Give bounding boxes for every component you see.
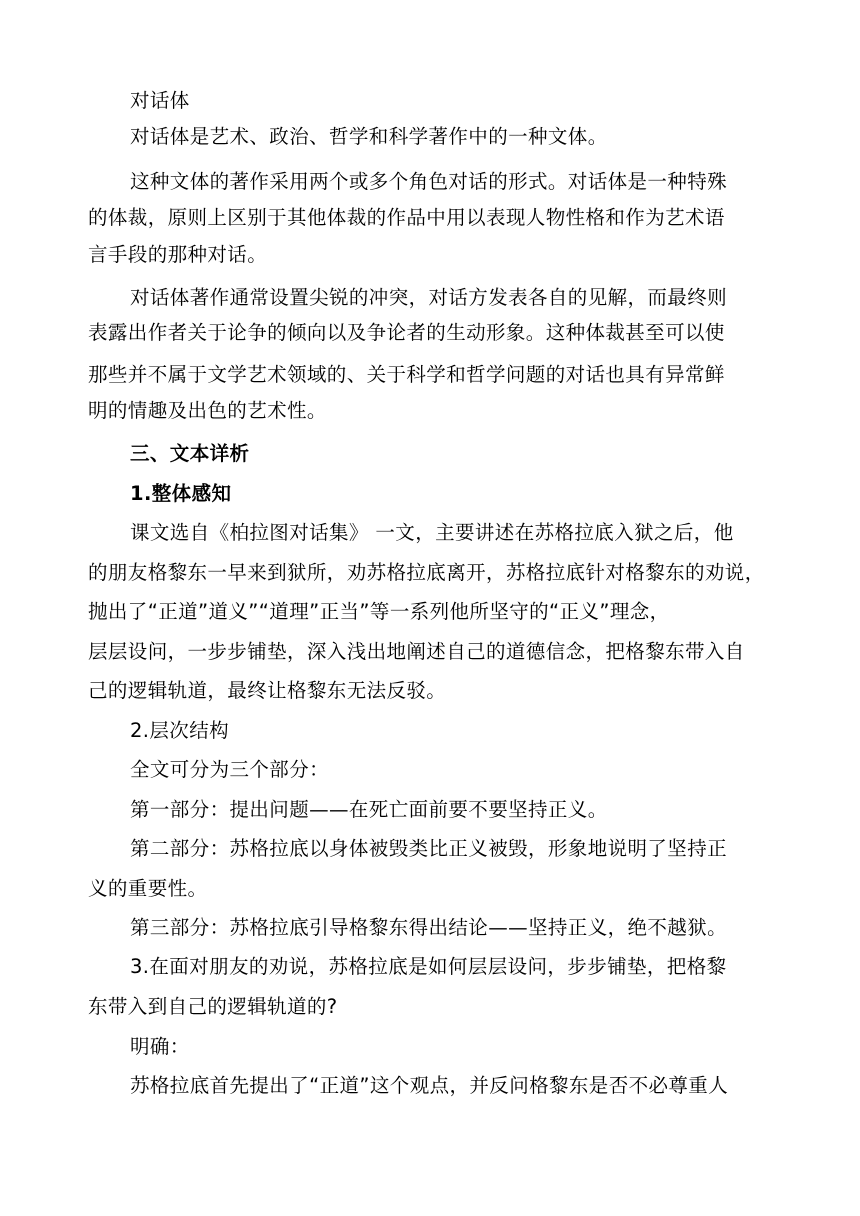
answer-label: 明确：: [130, 1035, 190, 1058]
paragraph-line: 己的逻辑轨道，最终让格黎东无法反驳。: [88, 679, 447, 702]
subheading-structure: 2.层次结构: [130, 719, 230, 742]
paragraph-line: 全文可分为三个部分：: [130, 758, 330, 781]
question-line: 东带入到自己的逻辑轨道的?: [88, 995, 338, 1018]
paragraph-line: 表露出作者关于论争的倾向以及争论者的生动形象。这种体裁甚至可以使: [88, 321, 725, 344]
paragraph-line: 抛出了“正道”道义”“道理”正当”等一系列他所坚守的“正义”理念，: [88, 600, 670, 623]
paragraph-line: 第二部分：苏格拉底以身体被毁类比正义被毁，形象地说明了坚持正: [130, 837, 728, 860]
paragraph-line: 苏格拉底首先提出了“正道”这个观点，并反问格黎东是否不必尊重人: [130, 1074, 729, 1097]
paragraph-line: 义的重要性。: [88, 877, 208, 900]
paragraph-line: 对话体著作通常设置尖锐的冲突，对话方发表各自的见解，而最终则: [130, 286, 728, 309]
section-heading-text-analysis: 三、文本详析: [130, 442, 250, 465]
section-heading-dialogue-form: 对话体: [130, 89, 190, 112]
paragraph-line: 层层设问，一步步铺垫，深入浅出地阐述自己的道德信念，把格黎东带入自: [88, 640, 745, 663]
paragraph-line: 对话体是艺术、政治、哲学和科学著作中的一种文体。: [130, 125, 608, 148]
question-line: 3.在面对朋友的劝说，苏格拉底是如何层层设问，步步铺垫，把格黎: [130, 955, 727, 978]
paragraph-line: 课文选自《柏拉图对话集》 一文，主要讲述在苏格拉底入狱之后，他: [130, 521, 734, 544]
paragraph-line: 明的情趣及出色的艺术性。: [88, 399, 327, 422]
subheading-overall-perception: 1.整体感知: [130, 482, 232, 505]
paragraph-line: 的朋友格黎东一早来到狱所，劝苏格拉底离开，苏格拉底针对格黎东的劝说，: [88, 561, 765, 584]
paragraph-line: 这种文体的著作采用两个或多个角色对话的形式。对话体是一种特殊: [130, 170, 728, 193]
paragraph-line: 那些并不属于文学艺术领域的、关于科学和哲学问题的对话也具有异常鲜: [88, 363, 725, 386]
paragraph-line: 的体裁，原则上区别于其他体裁的作品中用以表现人物性格和作为艺术语: [88, 206, 725, 229]
paragraph-line: 言手段的那种对话。: [88, 243, 268, 266]
paragraph-line: 第三部分：苏格拉底引导格黎东得出结论——坚持正义，绝不越狱。: [130, 916, 728, 939]
paragraph-line: 第一部分：提出问题——在死亡面前要不要坚持正义。: [130, 798, 608, 821]
